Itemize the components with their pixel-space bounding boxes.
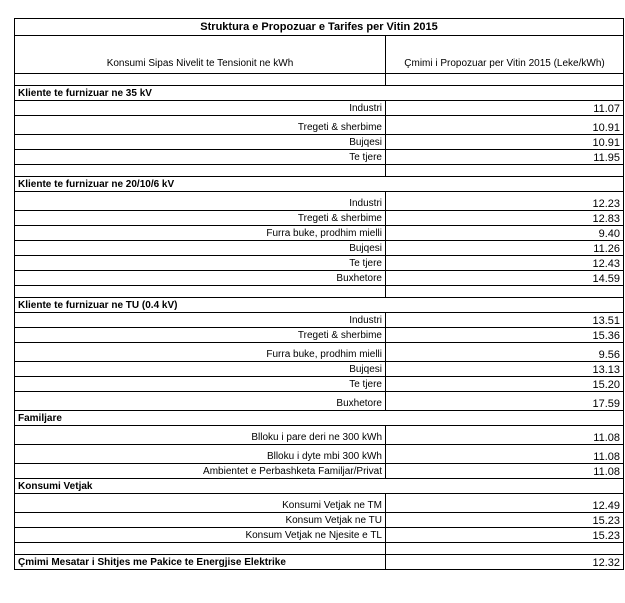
row-label: Te tjere	[15, 377, 386, 392]
total-label: Çmimi Mesatar i Shitjes me Pakice te Energjise Elektrike	[15, 555, 386, 570]
section-title: Familjare	[15, 411, 624, 426]
table-row	[15, 241, 624, 256]
row-label: Blloku i dyte mbi 300 kWh	[15, 445, 386, 464]
table-row	[15, 256, 624, 271]
row-value: 15.23	[386, 513, 624, 528]
row-label: Industri	[15, 192, 386, 211]
row-label: Bujqesi	[15, 135, 386, 150]
row-label: Te tjere	[15, 150, 386, 165]
table-row	[15, 426, 624, 445]
section-header-tu	[15, 298, 624, 313]
table-row	[15, 116, 624, 135]
table-row	[15, 377, 624, 392]
row-value: 11.08	[386, 445, 624, 464]
header-price: Çmimi i Propozuar per Vitin 2015 (Leke/kWh)	[386, 36, 624, 74]
row-label: Furra buke, prodhim mielli	[15, 343, 386, 362]
row-value: 14.59	[386, 271, 624, 286]
section-title: Kliente te furnizuar ne 35 kV	[15, 86, 624, 101]
row-value: 9.56	[386, 343, 624, 362]
table-row	[15, 513, 624, 528]
table-row	[15, 313, 624, 328]
row-value: 15.23	[386, 528, 624, 543]
spacer-row	[15, 74, 624, 86]
total-row	[15, 555, 624, 570]
row-label: Konsumi Vetjak ne TM	[15, 494, 386, 513]
section-header-35kv	[15, 86, 624, 101]
table-row	[15, 464, 624, 479]
row-label: Industri	[15, 313, 386, 328]
table-row	[15, 192, 624, 211]
row-value: 17.59	[386, 392, 624, 411]
table-row	[15, 150, 624, 165]
row-value: 12.49	[386, 494, 624, 513]
section-title: Kliente te furnizuar ne TU (0.4 kV)	[15, 298, 624, 313]
row-value: 13.51	[386, 313, 624, 328]
title-row	[15, 19, 624, 36]
row-label: Konsum Vetjak ne Njesite e TL	[15, 528, 386, 543]
spacer-row	[15, 286, 624, 298]
row-value: 10.91	[386, 135, 624, 150]
section-title: Konsumi Vetjak	[15, 479, 624, 494]
row-value: 11.95	[386, 150, 624, 165]
row-label: Buxhetore	[15, 392, 386, 411]
table-row	[15, 343, 624, 362]
header-consumption: Konsumi Sipas Nivelit te Tensionit ne kWh	[15, 36, 386, 74]
row-value: 11.08	[386, 464, 624, 479]
row-value: 12.83	[386, 211, 624, 226]
row-label: Tregeti & sherbime	[15, 211, 386, 226]
row-label: Konsum Vetjak ne TU	[15, 513, 386, 528]
table-row	[15, 101, 624, 116]
row-label: Ambientet e Perbashketa Familjar/Privat	[15, 464, 386, 479]
row-label: Furra buke, prodhim mielli	[15, 226, 386, 241]
total-value: 12.32	[386, 555, 624, 570]
table-row	[15, 328, 624, 343]
row-label: Bujqesi	[15, 362, 386, 377]
row-value: 12.23	[386, 192, 624, 211]
section-title: Kliente te furnizuar ne 20/10/6 kV	[15, 177, 624, 192]
row-value: 10.91	[386, 116, 624, 135]
row-value: 13.13	[386, 362, 624, 377]
row-label: Industri	[15, 101, 386, 116]
table-row	[15, 271, 624, 286]
row-value: 11.07	[386, 101, 624, 116]
row-label: Buxhetore	[15, 271, 386, 286]
row-label: Tregeti & sherbime	[15, 328, 386, 343]
row-value: 12.43	[386, 256, 624, 271]
section-header-konsumi-vetjak	[15, 479, 624, 494]
table-row	[15, 392, 624, 411]
row-label: Blloku i pare deri ne 300 kWh	[15, 426, 386, 445]
row-value: 15.20	[386, 377, 624, 392]
section-header-familjare	[15, 411, 624, 426]
table-row	[15, 528, 624, 543]
row-label: Te tjere	[15, 256, 386, 271]
table-title: Struktura e Propozuar e Tarifes per Vitin 2015	[15, 19, 624, 36]
tariff-spreadsheet	[14, 18, 623, 570]
row-value: 15.36	[386, 328, 624, 343]
table-row	[15, 135, 624, 150]
section-header-20-10-6kv	[15, 177, 624, 192]
spacer-row	[15, 543, 624, 555]
table-row	[15, 494, 624, 513]
row-value: 11.26	[386, 241, 624, 256]
table-row	[15, 226, 624, 241]
row-label: Tregeti & sherbime	[15, 116, 386, 135]
table-row	[15, 445, 624, 464]
table-row	[15, 211, 624, 226]
table-row	[15, 362, 624, 377]
tariff-table	[14, 18, 624, 570]
row-label: Bujqesi	[15, 241, 386, 256]
header-row	[15, 36, 624, 74]
spacer-row	[15, 165, 624, 177]
row-value: 11.08	[386, 426, 624, 445]
row-value: 9.40	[386, 226, 624, 241]
